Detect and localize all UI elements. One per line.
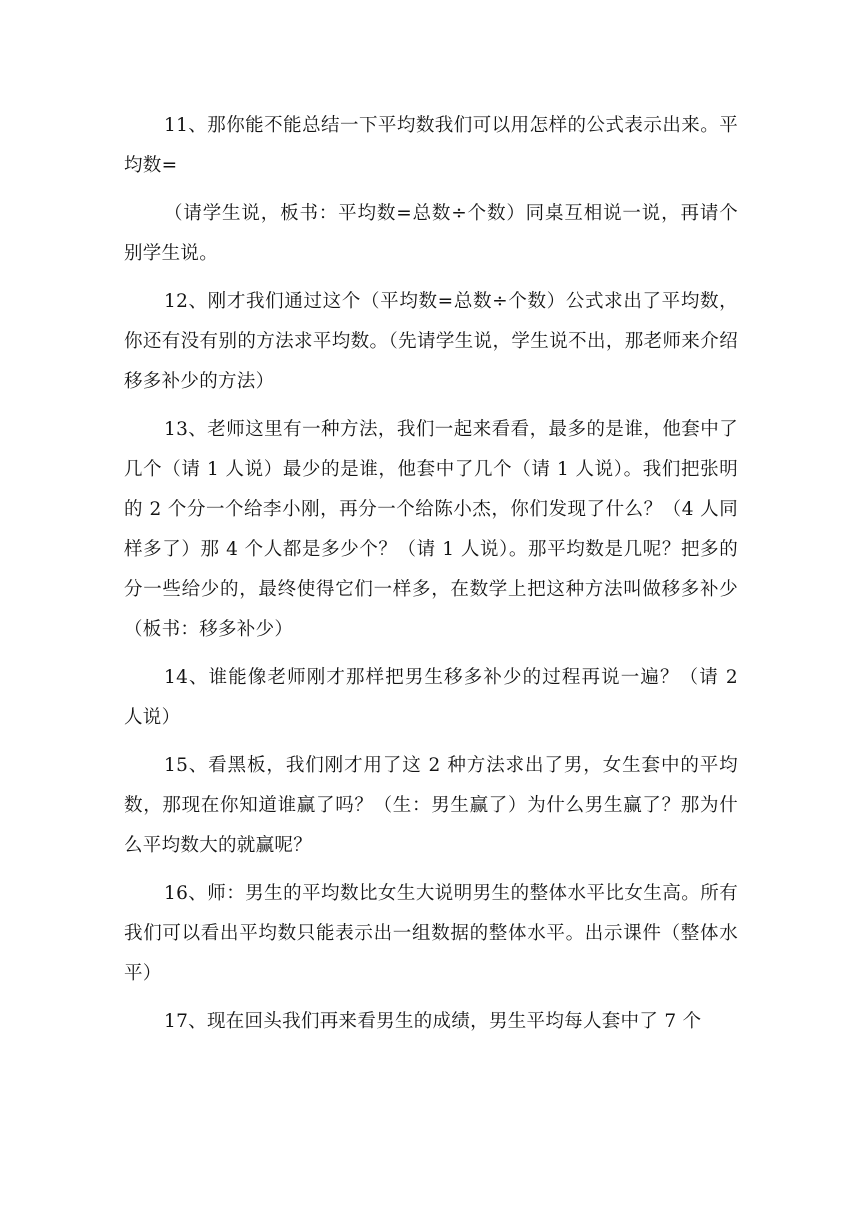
paragraph-15: 15、看黑板，我们刚才用了这 2 种方法求出了男，女生套中的平均数，那现在你知道谁赢了吗？（生：男生赢了）为什么男生赢了？那为什么平均数大的就赢呢？ (124, 755, 738, 856)
paragraph-11-note: （请学生说，板书：平均数=总数÷个数）同桌互相说一说，再请个别学生说。 (124, 203, 738, 264)
paragraph-16: 16、师：男生的平均数比女生大说明男生的整体水平比女生高。所有我们可以看出平均数只能表示出一组数据的整体水平。出示课件（整体水平） (124, 883, 738, 984)
paragraph-14: 14、谁能像老师刚才那样把男生移多补少的过程再说一遍？（请 2 人说） (124, 667, 738, 728)
document-body (124, 106, 738, 1050)
paragraph-12: 12、刚才我们通过这个（平均数=总数÷个数）公式求出了平均数，你还有没有别的方法求平均数。（先请学生说，学生说不出，那老师来介绍移多补少的方法） (124, 291, 738, 392)
paragraph-11: 11、那你能不能总结一下平均数我们可以用怎样的公式表示出来。平均数= (124, 115, 738, 176)
paragraph-17: 17、现在回头我们再来看男生的成绩，男生平均每人套中了 7 个 (164, 1011, 702, 1032)
paragraph-13: 13、老师这里有一种方法，我们一起来看看，最多的是谁，他套中了几个（请 1 人说）最少的是谁，他套中了几个（请 1 人说）。我们把张明的 2 个分一个给李小刚，再分一个给陈小杰，你们发现了什么？（4 人同样多了）那 4 个人都是多少个？（请 1 人说）。那平均数是几呢？把多的分一些给少的，最终使得它们一样多，在数学上把这种方法叫做移多补少（板书：移多补少） (124, 419, 738, 640)
